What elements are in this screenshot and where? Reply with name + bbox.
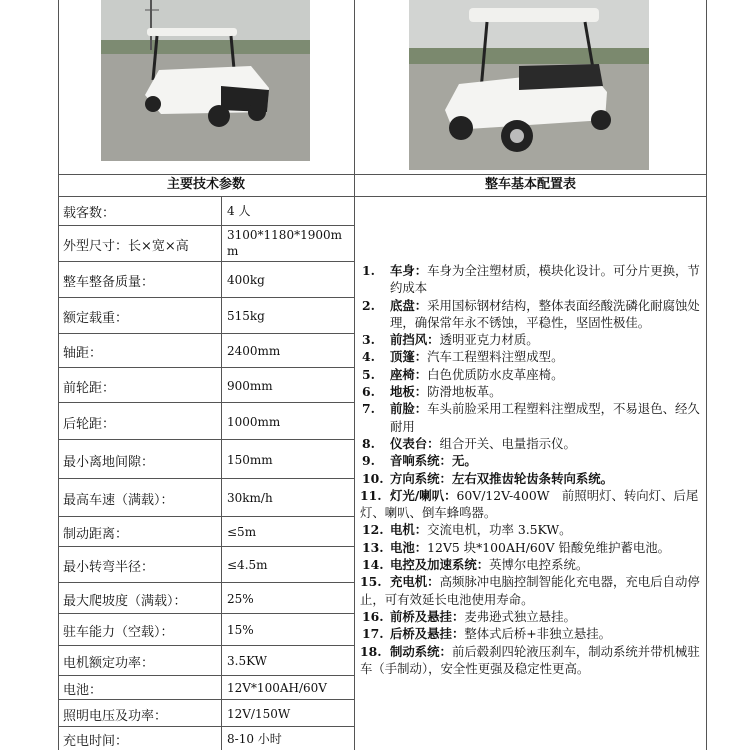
config-title: 方向系统：左右双推齿轮齿条转向系统。 xyxy=(390,470,614,486)
config-item xyxy=(360,625,704,642)
config-item xyxy=(360,435,704,452)
param-label: 充电时间： xyxy=(63,733,129,749)
param-label: 驻车能力（空载）： xyxy=(63,625,174,640)
param-row xyxy=(58,334,354,368)
config-text: 高频脉冲电脑控制智能化充电器，充电后自动停止，可有效延长电池使用寿命。 xyxy=(360,574,700,607)
cart-photo-left xyxy=(101,0,310,161)
config-title: 前挡风： xyxy=(390,332,440,348)
param-row xyxy=(58,614,354,646)
config-number: 4. xyxy=(362,349,375,365)
param-row xyxy=(58,368,354,403)
param-value: 515kg xyxy=(227,309,265,323)
config-title: 电池： xyxy=(390,539,428,555)
config-item xyxy=(360,366,704,383)
param-row xyxy=(58,676,354,700)
param-label: 载客数： xyxy=(63,206,116,221)
param-row xyxy=(58,583,354,614)
param-label: 制动距离： xyxy=(63,527,129,542)
param-value: 15% xyxy=(227,623,254,637)
param-value: 2400mm xyxy=(227,344,281,358)
param-value: 400kg xyxy=(227,273,265,287)
param-row xyxy=(58,700,354,727)
config-title: 音响系统：无。 xyxy=(390,453,477,469)
param-row xyxy=(58,403,354,440)
param-label: 最高车速（满载）： xyxy=(63,493,174,508)
param-label: 最小转弯半径： xyxy=(63,560,155,575)
config-text: 前后毂刹四轮液压刹车，制动系统并带机械驻车（手制动），安全性更强及稳定性更高。 xyxy=(360,643,700,676)
config-number: 16. xyxy=(362,608,384,624)
config-item xyxy=(360,348,704,365)
param-value: 8-10 小时 xyxy=(227,731,282,746)
config-item xyxy=(360,262,704,297)
config-item xyxy=(360,487,704,522)
param-value: 4 人 xyxy=(227,204,251,218)
param-value: 3100*1180*1900mm xyxy=(227,228,342,258)
param-value: ≤5m xyxy=(227,525,257,539)
param-label: 轴距： xyxy=(63,346,103,361)
config-text: 防滑地板革。 xyxy=(427,384,502,400)
config-number: 2. xyxy=(362,297,375,313)
config-number: 7. xyxy=(362,401,375,417)
config-text: 交流电机，功率 3.5KW。 xyxy=(427,522,572,538)
config-text: 车头前脸采用工程塑料注塑成型，不易退色、经久耐用 xyxy=(390,401,700,434)
config-text: 白色优质防水皮革座椅。 xyxy=(427,366,564,382)
config-item xyxy=(360,297,704,332)
config-number: 5. xyxy=(362,366,375,382)
config-number: 9. xyxy=(362,453,375,469)
config-item xyxy=(360,383,704,400)
config-text: 车身为全注塑材质，模块化设计。可分片更换，节约成本 xyxy=(390,263,700,296)
cart-photo-right xyxy=(409,0,649,170)
param-row xyxy=(58,517,354,547)
param-row xyxy=(58,646,354,676)
config-number: 18. xyxy=(360,643,382,659)
config-item xyxy=(360,556,704,573)
param-label: 额定载重： xyxy=(63,311,129,326)
param-label: 电池： xyxy=(63,683,103,698)
config-title: 仪表台： xyxy=(390,435,440,451)
params-header: 主要技术参数 xyxy=(166,177,245,192)
config-item xyxy=(360,608,704,625)
config-header: 整车基本配置表 xyxy=(484,177,576,192)
param-label: 电机额定功率： xyxy=(63,656,155,671)
config-title: 灯光/喇叭： xyxy=(390,487,457,503)
config-number: 6. xyxy=(362,384,375,400)
config-item xyxy=(360,400,704,435)
config-number: 11. xyxy=(360,487,382,503)
config-title: 电机： xyxy=(390,522,428,538)
param-row xyxy=(58,262,354,298)
config-title: 前脸： xyxy=(390,401,428,417)
config-number: 8. xyxy=(362,435,375,451)
config-text: 英博尔电控系统。 xyxy=(489,557,589,573)
config-title: 车身： xyxy=(390,263,428,278)
param-value: 25% xyxy=(227,591,254,606)
config-number: 14. xyxy=(362,557,384,573)
param-value: 3.5KW xyxy=(227,654,267,668)
config-list xyxy=(360,262,704,677)
config-number: 10. xyxy=(362,470,384,486)
param-label: 后轮距： xyxy=(63,416,116,432)
config-title: 地板： xyxy=(390,384,428,400)
param-value: 150mm xyxy=(227,452,273,467)
config-title: 座椅： xyxy=(390,366,428,382)
config-number: 1. xyxy=(362,263,375,278)
config-item xyxy=(360,573,704,608)
config-text: 整体式后桥+非独立悬挂。 xyxy=(464,626,612,642)
param-value: 900mm xyxy=(227,378,273,393)
spec-sheet xyxy=(58,0,707,750)
param-label: 照明电压及功率： xyxy=(63,708,168,724)
param-label: 最大爬坡度（满载）： xyxy=(63,593,187,609)
config-item xyxy=(360,331,704,348)
config-number: 13. xyxy=(362,539,384,555)
param-row xyxy=(58,547,354,583)
config-title: 顶篷： xyxy=(390,349,428,365)
param-value: 12V/150W xyxy=(227,706,291,721)
config-number: 15. xyxy=(360,574,382,590)
config-title: 电控及加速系统： xyxy=(390,557,490,573)
config-text: 汽车工程塑料注塑成型。 xyxy=(427,349,564,365)
config-text: 12V5 块*100AH/60V 铅酸免维护蓄电池。 xyxy=(427,539,671,555)
config-number: 17. xyxy=(362,626,384,642)
param-row xyxy=(58,479,354,517)
config-title: 底盘： xyxy=(390,297,428,313)
param-value: ≤4.5m xyxy=(227,558,268,572)
config-number: 12. xyxy=(362,522,384,538)
config-item xyxy=(360,452,704,469)
param-row xyxy=(58,298,354,334)
config-title: 充电机： xyxy=(390,574,440,590)
param-value: 30km/h xyxy=(227,491,273,505)
config-title: 制动系统： xyxy=(390,643,452,659)
config-item xyxy=(360,521,704,538)
config-text: 组合开关、电量指示仪。 xyxy=(439,435,576,451)
param-row xyxy=(58,440,354,479)
config-text: 采用国标钢材结构，整体表面经酸洗磷化耐腐蚀处理，确保常年永不锈蚀，平稳性，坚固性极佳。 xyxy=(390,297,700,330)
param-row xyxy=(58,226,354,262)
param-label: 整车整备质量： xyxy=(63,275,155,290)
config-item xyxy=(360,470,704,487)
param-value: 1000mm xyxy=(227,414,281,429)
config-title: 后桥及悬挂： xyxy=(390,626,465,642)
config-number: 3. xyxy=(362,332,375,348)
param-label: 最小离地间隙： xyxy=(63,454,155,470)
config-item xyxy=(360,643,704,678)
param-label: 前轮距： xyxy=(63,380,116,396)
config-text: 透明亚克力材质。 xyxy=(439,332,539,348)
config-text: 麦弗逊式独立悬挂。 xyxy=(464,608,576,624)
config-text: 60V/12V-400W 前照明灯、转向灯、后尾灯、喇叭、倒车蜂鸣器。 xyxy=(360,487,699,521)
param-value: 12V*100AH/60V xyxy=(227,681,327,695)
param-row xyxy=(58,196,354,226)
config-item xyxy=(360,539,704,556)
param-label: 外型尺寸：长×宽×高 xyxy=(63,239,189,254)
param-row xyxy=(58,727,354,750)
config-title: 前桥及悬挂： xyxy=(390,608,465,624)
